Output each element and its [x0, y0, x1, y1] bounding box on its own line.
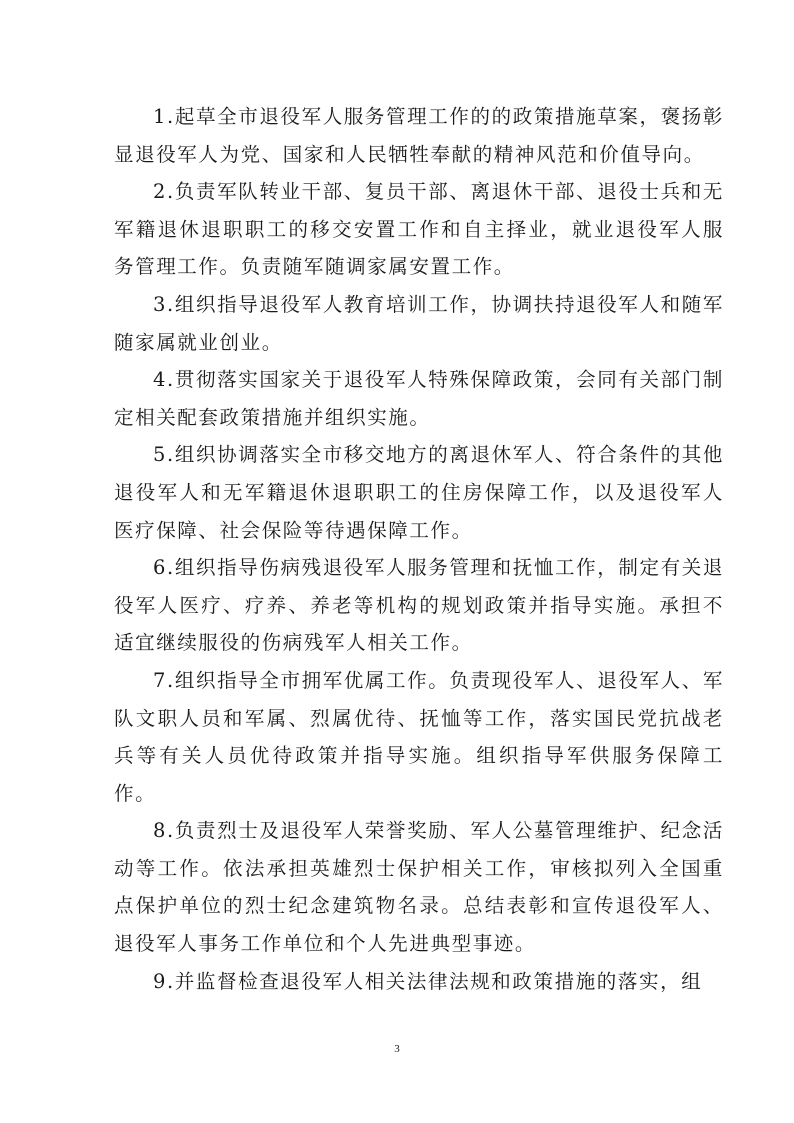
- paragraph-item-1: 1.起草全市退役军人服务管理工作的的政策措施草案，褒扬彰显退役军人为党、国家和人民牺牲奉献的精神风范和价值导向。: [114, 105, 724, 166]
- document-body: [114, 98, 724, 1000]
- paragraph-item-3: 3.组织指导退役军人教育培训工作，协调扶持退役军人和随军随家属就业创业。: [114, 292, 724, 354]
- paragraph-item-9: 9.并监督检查退役军人相关法律法规和政策措施的落实，组: [153, 969, 703, 993]
- page-number: 3: [394, 1043, 400, 1055]
- paragraph-item-4: 4.贯彻落实国家关于退役军人特殊保障政策，会同有关部门制定相关配套政策措施并组织实施。: [114, 368, 724, 429]
- paragraph-item-5: 5.组织协调落实全市移交地方的离退休军人、符合条件的其他退役军人和无军籍退休退职职工的住房保障工作，以及退役军人医疗保障、社会保险等待遇保障工作。: [114, 443, 724, 542]
- paragraph-item-6: 6.组织指导伤病残退役军人服务管理和抚恤工作，制定有关退役军人医疗、疗养、养老等机构的规划政策并指导实施。承担不适宜继续服役的伤病残军人相关工作。: [114, 556, 724, 655]
- paragraph-item-2: 2.负责军队转业干部、复员干部、离退休干部、退役士兵和无军籍退休退职职工的移交安置工作和自主择业，就业退役军人服务管理工作。负责随军随调家属安置工作。: [114, 180, 724, 279]
- paragraph-item-8: 8.负责烈士及退役军人荣誉奖励、军人公墓管理维护、纪念活动等工作。依法承担英雄烈士保护相关工作，审核拟列入全国重点保护单位的烈士纪念建筑物名录。总结表彰和宣传退役军人、退役军人事务工作单位和个人先进典型事迹。: [114, 819, 724, 956]
- paragraph-item-7: 7.组织指导全市拥军优属工作。负责现役军人、退役军人、军队文职人员和军属、烈属优待、抚恤等工作，落实国民党抗战老兵等有关人员优待政策并指导实施。组织指导军供服务保障工作。: [114, 668, 724, 805]
